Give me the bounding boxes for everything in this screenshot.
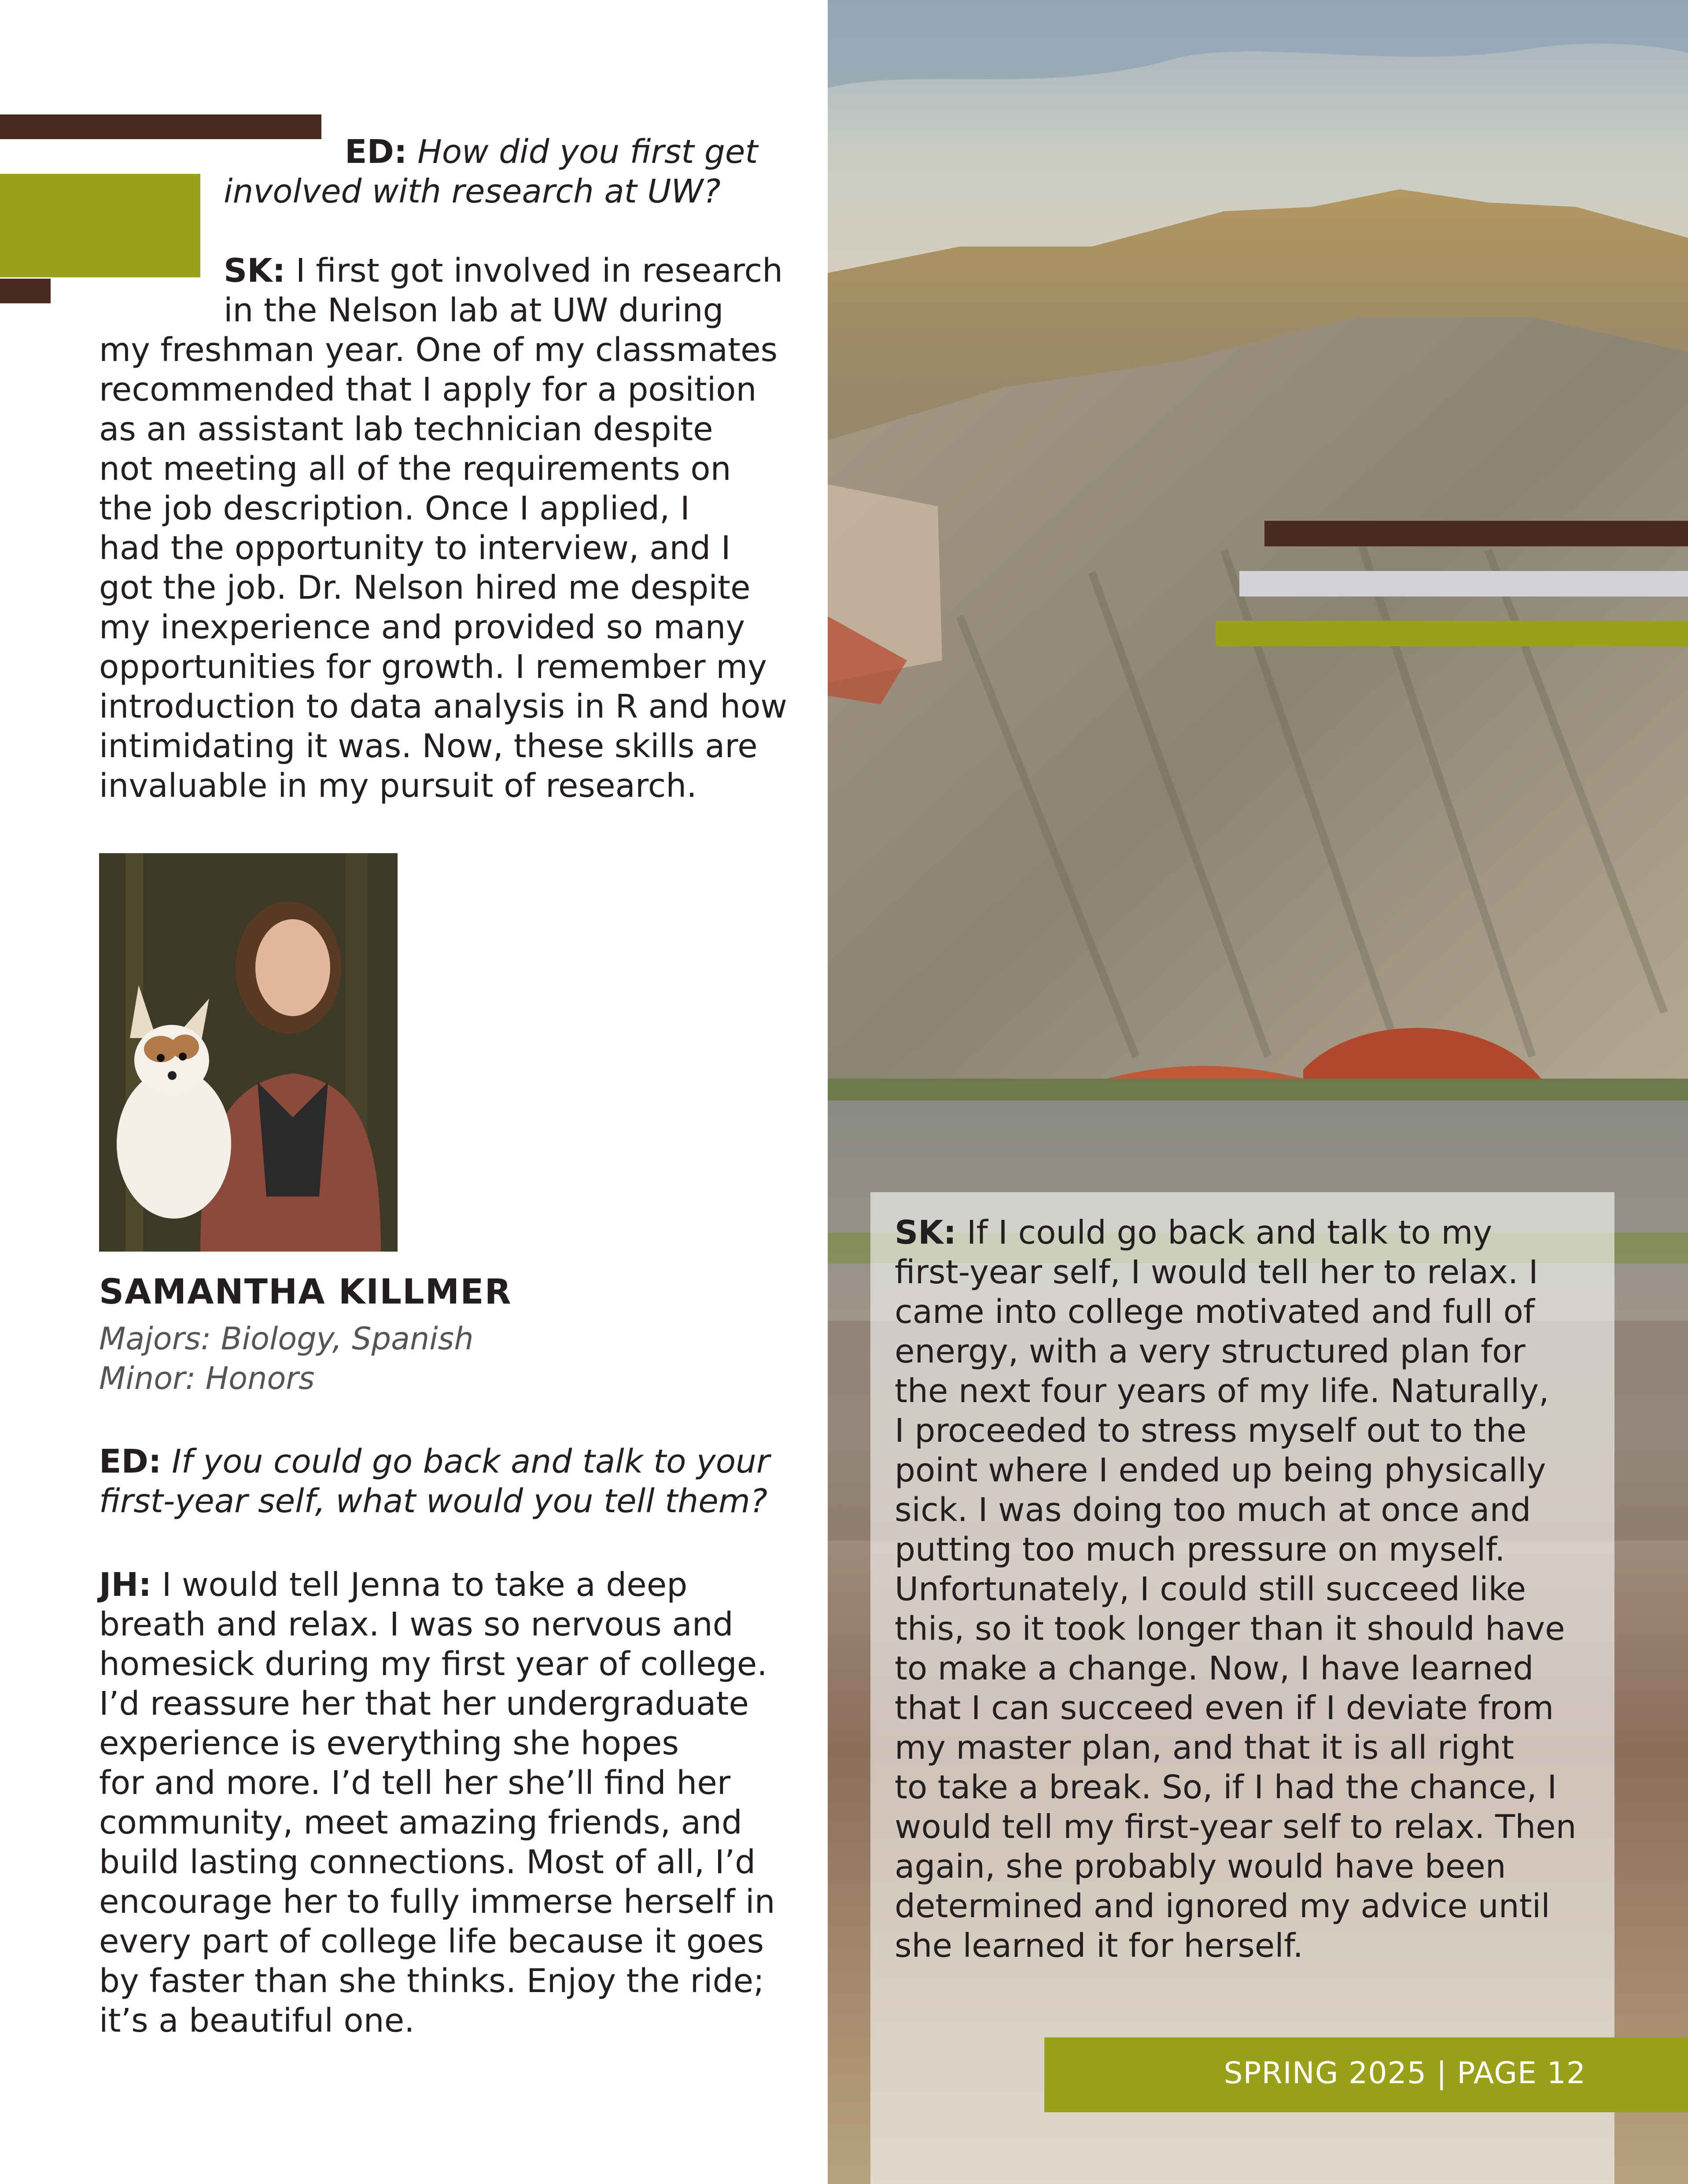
answer-line: this, so it took longer than it should have [895, 1610, 1565, 1648]
answer-line: introduction to data analysis in R and how [99, 688, 787, 726]
answer-line: first-year self, I would tell her to relax. I [895, 1253, 1538, 1291]
answer-line: homesick during my first year of college. [99, 1645, 767, 1683]
answer-line: that I can succeed even if I deviate from [895, 1689, 1554, 1727]
page-footer: SPRING 2025 | PAGE 12 [1224, 2056, 1586, 2091]
answer-line: I’d reassure her that her undergraduate [99, 1685, 749, 1723]
interview-answer-2 [99, 1565, 803, 2040]
quote-box-answer [895, 1213, 1603, 1966]
answer-line: I proceeded to stress myself out to the [895, 1412, 1527, 1450]
answer-line: every part of college life because it goes [99, 1923, 764, 1960]
answer-line: putting too much pressure on myself. [895, 1531, 1505, 1569]
answer-line: build lasting connections. Most of all, I’d [99, 1843, 756, 1881]
ed-question-line: first-year self, what would you tell them? [99, 1482, 768, 1520]
answer-line: in the Nelson lab at UW during [224, 291, 724, 329]
answer-line: got the job. Dr. Nelson hired me despite [99, 569, 751, 607]
answer-line: to take a break. So, if I had the chance, I [895, 1768, 1557, 1806]
answer-line: determined and ignored my advice until [895, 1887, 1550, 1925]
answer-line: invaluable in my pursuit of research. [99, 767, 697, 805]
answer-line: my freshman year. One of my classmates [99, 331, 778, 369]
profile-majors: Majors: Biology, Spanish [99, 1321, 474, 1357]
answer-line: energy, with a very structured plan for [895, 1333, 1526, 1370]
sk-label: SK: [895, 1214, 957, 1252]
answer-line: recommended that I apply for a position [99, 371, 757, 409]
answer-line: as an assistant lab technician despite [99, 410, 713, 448]
sk-label: SK: [224, 252, 286, 290]
answer-line: had the opportunity to interview, and I [99, 529, 731, 567]
answer-line: intimidating it was. Now, these skills are [99, 727, 758, 765]
answer-line: I would tell Jenna to take a deep [162, 1566, 688, 1604]
answer-line: would tell my first-year self to relax. Then [895, 1808, 1577, 1846]
answer-line: Unfortunately, I could still succeed like [895, 1570, 1526, 1608]
interview-question-1 [99, 132, 786, 211]
answer-line: for and more. I’d tell her she’ll find her [99, 1764, 731, 1802]
interview-question-2 [99, 1442, 803, 1521]
ed-question-line: How did you first get [417, 133, 758, 171]
answer-line: the next four years of my life. Naturally, [895, 1372, 1549, 1410]
answer-line: not meeting all of the requirements on [99, 450, 731, 488]
portrait-photo [99, 853, 398, 1252]
decorative-bar-grey-right [1239, 571, 1688, 597]
profile-name: SAMANTHA KILLMER [99, 1272, 512, 1312]
answer-line: community, meet amazing friends, and [99, 1804, 742, 1841]
decorative-bar-green-right [1216, 621, 1688, 646]
ed-label: ED: [99, 1443, 162, 1481]
answer-line: I first got involved in research [295, 252, 783, 290]
interview-answer-1 [99, 251, 803, 806]
jh-label: JH: [99, 1566, 152, 1604]
decorative-bar-brown-right [1264, 521, 1688, 546]
answer-line: breath and relax. I was so nervous and [99, 1606, 733, 1643]
answer-line: she learned it for herself. [895, 1927, 1304, 1965]
answer-line: by faster than she thinks. Enjoy the ride; [99, 1962, 764, 2000]
answer-line: my inexperience and provided so many [99, 608, 745, 646]
answer-line: encourage her to fully immerse herself in [99, 1883, 775, 1921]
answer-line: to make a change. Now, I have learned [895, 1650, 1534, 1687]
answer-line: it’s a beautiful one. [99, 2002, 415, 2040]
ed-question-line: If you could go back and talk to your [172, 1443, 770, 1481]
answer-line: point where I ended up being physically [895, 1451, 1546, 1489]
answer-line: my master plan, and that it is all right [895, 1729, 1514, 1767]
decorative-bar-brown-small [0, 279, 51, 303]
ed-question-line: involved with research at UW? [224, 173, 721, 210]
answer-line: experience is everything she hopes [99, 1724, 679, 1762]
answer-line: sick. I was doing too much at once and [895, 1491, 1531, 1529]
answer-line: If I could go back and talk to my [966, 1214, 1493, 1252]
answer-line: again, she probably would have been [895, 1848, 1506, 1886]
answer-line: opportunities for growth. I remember my [99, 648, 767, 686]
ed-label: ED: [345, 133, 407, 171]
answer-line: came into college motivated and full of [895, 1293, 1535, 1331]
profile-minor: Minor: Honors [99, 1360, 315, 1396]
answer-line: the job description. Once I applied, I [99, 490, 690, 527]
